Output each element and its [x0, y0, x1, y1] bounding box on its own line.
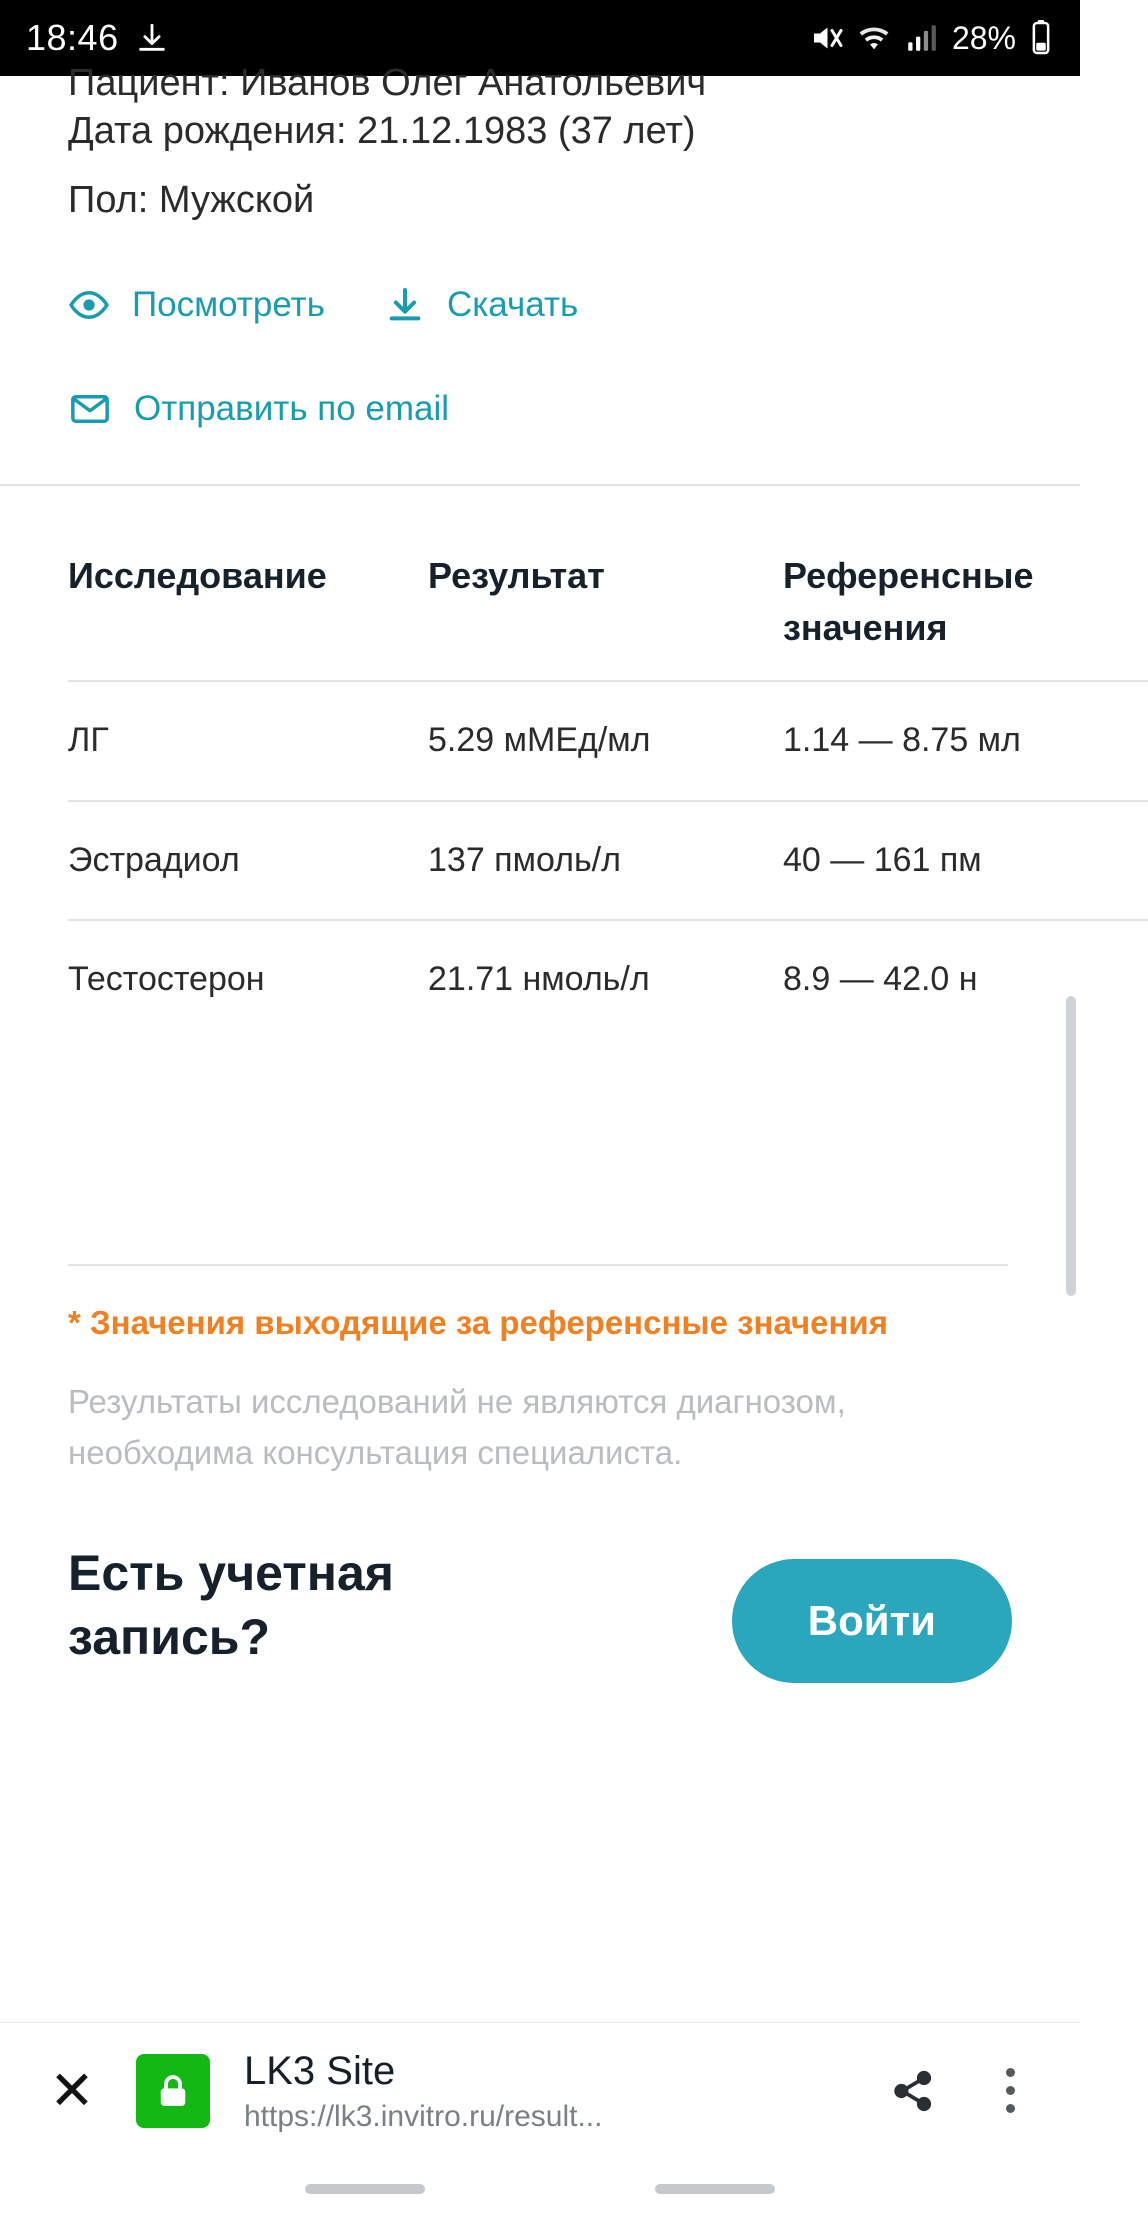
- download-icon: [385, 284, 425, 326]
- cell-study-name: Тестостерон: [68, 920, 428, 1038]
- table-row: [68, 920, 1148, 1038]
- share-icon[interactable]: [878, 2067, 948, 2115]
- email-action-label: Отправить по email: [134, 389, 450, 428]
- site-url: https://lk3.invitro.ru/result...: [244, 2099, 603, 2133]
- page-scrollbar[interactable]: [1066, 996, 1076, 1296]
- cell-result: 5.29 мМЕд/мл: [428, 681, 783, 800]
- table-row: [68, 681, 1148, 800]
- web-page-content[interactable]: [0, 62, 1080, 2220]
- more-dot: [1006, 2068, 1015, 2077]
- table-header-reference: Референсные значения: [783, 555, 1034, 649]
- download-action-label: Скачать: [446, 285, 579, 324]
- volume-mute-icon: [808, 20, 844, 56]
- site-info[interactable]: [244, 2048, 844, 2134]
- nav-back-button[interactable]: [655, 2184, 775, 2194]
- document-actions: [68, 284, 1012, 430]
- section-divider: [0, 484, 1080, 486]
- login-block: [68, 1541, 1012, 1683]
- cell-study-name: ЛГ: [68, 681, 428, 800]
- lock-icon: [136, 2054, 210, 2128]
- view-action[interactable]: [68, 284, 325, 326]
- battery-icon: [1028, 19, 1054, 57]
- document-actions-row-1: [68, 284, 1012, 326]
- table-header-row: [68, 532, 1148, 681]
- battery-percent: 28%: [951, 19, 1016, 56]
- reference-footnote: * Значения выходящие за референсные значения: [68, 1304, 888, 1342]
- email-action[interactable]: [68, 388, 449, 430]
- download-arrow-icon: [135, 21, 169, 55]
- close-icon[interactable]: ✕: [49, 2060, 95, 2121]
- system-navigation-bar: [0, 2158, 1080, 2220]
- cell-result: 137 пмоль/л: [428, 801, 783, 920]
- wifi-icon: [856, 20, 892, 56]
- envelope-icon: [68, 388, 112, 430]
- more-dot: [1006, 2104, 1015, 2113]
- table-header-study: Исследование: [68, 555, 327, 596]
- table-row: [68, 801, 1148, 920]
- cell-study-name: Эстрадиол: [68, 801, 428, 920]
- view-action-label: Посмотреть: [132, 285, 325, 324]
- login-button[interactable]: Войти: [732, 1559, 1012, 1683]
- results-table: [68, 532, 1148, 1038]
- patient-name-line: Пациент: Иванов Олег Анатольевич: [68, 62, 707, 104]
- table-bottom-divider: [68, 1264, 1008, 1266]
- status-time: 18:46: [26, 17, 119, 58]
- login-heading: Есть учетная запись?: [68, 1544, 394, 1665]
- results-disclaimer: Результаты исследований не являются диагнозом, необходима консультация специалиста.: [68, 1383, 846, 1472]
- cell-reference: 8.9 — 42.0 н: [783, 920, 1148, 1038]
- cell-reference: 40 — 161 пм: [783, 801, 1148, 920]
- more-vertical-icon[interactable]: [982, 2068, 1038, 2113]
- patient-sex-line: Пол: Мужской: [68, 179, 315, 221]
- patient-birthdate-line: Дата рождения: 21.12.1983 (37 лет): [68, 110, 696, 152]
- more-dot: [1006, 2086, 1015, 2095]
- cell-result: 21.71 нмоль/л: [428, 920, 783, 1038]
- status-bar-left: [26, 17, 169, 59]
- nav-recents-button[interactable]: [305, 2184, 425, 2194]
- site-title: LK3 Site: [244, 2048, 396, 2093]
- document-actions-row-2: [68, 388, 1012, 430]
- browser-bottom-bar: [0, 2022, 1080, 2158]
- status-bar-right: [808, 19, 1054, 57]
- cell-reference: 1.14 — 8.75 мл: [783, 681, 1148, 800]
- cellular-signal-icon: [904, 21, 938, 55]
- eye-icon: [68, 284, 110, 326]
- download-action[interactable]: [385, 284, 578, 326]
- table-header-result: Результат: [428, 555, 605, 596]
